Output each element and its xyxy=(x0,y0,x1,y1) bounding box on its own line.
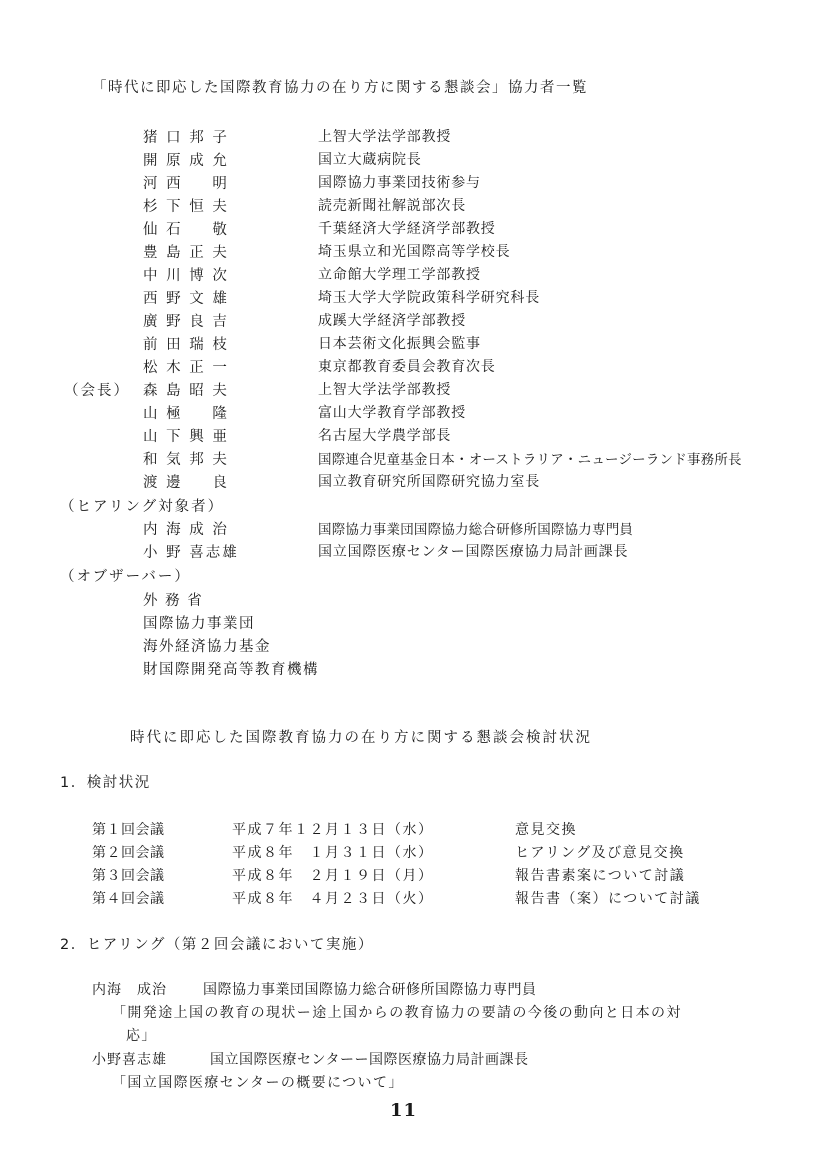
section2-heading: 2．ヒアリング（第２回会議において実施） xyxy=(60,937,374,953)
meeting-date: 平成７年１２月１３日（水） xyxy=(232,822,434,838)
meeting-name: 第４回会議 xyxy=(92,891,165,907)
chair-label: （会長） xyxy=(64,383,130,399)
observer-section-label: （オブザーバー） xyxy=(60,569,191,585)
member-name: 山 極 隆 xyxy=(143,406,229,422)
member-name: 開 原 成 允 xyxy=(143,153,229,169)
meeting-date: 平成８年 ２月１９日（月） xyxy=(232,868,434,884)
meeting-date: 平成８年 １月３１日（水） xyxy=(232,845,434,861)
meeting-date: 平成８年 ４月２３日（火） xyxy=(232,891,434,907)
hearing-person-affiliation: 国立国際医療センター国際医療協力局計画課長 xyxy=(318,544,629,560)
meeting-name: 第３回会議 xyxy=(92,868,165,884)
member-name: 杉 下 恒 夫 xyxy=(143,199,229,215)
hearing-person-affiliation: 国際協力事業団国際協力総合研修所国際協力専門員 xyxy=(318,522,634,538)
section1-heading: 1．検討状況 xyxy=(60,775,151,791)
member-name: 松 木 正 一 xyxy=(143,360,229,376)
member-affiliation: 成蹊大学経済学部教授 xyxy=(318,313,466,329)
observer-item: 海外経済協力基金 xyxy=(143,639,271,655)
hearing-affiliation: 国際協力事業団国際協力総合研修所国際協力専門員 xyxy=(203,982,537,998)
hearing-topic-line: 「国立国際医療センターの概要について」 xyxy=(112,1075,404,1091)
meeting-name: 第１回会議 xyxy=(92,822,165,838)
hearing-name: 小野喜志雄 xyxy=(92,1052,167,1068)
page-number: 11 xyxy=(390,1100,418,1121)
member-name: 渡 邊 良 xyxy=(143,475,229,491)
member-affiliation: 上智大学法学部教授 xyxy=(318,382,452,398)
member-name: 猪 口 邦 子 xyxy=(143,130,229,146)
hearing-section-label: （ヒアリング対象者） xyxy=(60,499,225,515)
observer-item: 財国際開発高等教育機構 xyxy=(143,662,319,678)
member-name: 河 西 明 xyxy=(143,176,229,192)
hearing-topic-line: 応」 xyxy=(126,1028,157,1044)
observer-item: 国際協力事業団 xyxy=(143,616,255,632)
status-title: 時代に即応した国際教育協力の在り方に関する懇談会検討状況 xyxy=(130,730,592,746)
member-affiliation: 国立教育研究所国際研究協力室長 xyxy=(318,474,540,490)
hearing-name: 内海 成治 xyxy=(92,982,167,998)
member-name: 豊 島 正 夫 xyxy=(143,245,229,261)
member-name: 山 下 興 亜 xyxy=(143,429,229,445)
meeting-topic: 報告書素案について討議 xyxy=(515,868,686,884)
hearing-topic-line: 「開発途上国の教育の現状ー途上国からの教育協力の要請の今後の動向と日本の対 xyxy=(112,1005,682,1021)
member-affiliation: 東京都教育委員会教育次長 xyxy=(318,359,496,375)
member-affiliation: 国際連合児童基金日本・オーストラリア・ニュージーランド事務所長 xyxy=(318,452,742,468)
member-affiliation: 埼玉大学大学院政策科学研究科長 xyxy=(318,290,540,306)
member-affiliation: 日本芸術文化振興会監事 xyxy=(318,336,481,352)
member-name: 前 田 瑞 枝 xyxy=(143,337,229,353)
member-name: 和 気 邦 夫 xyxy=(143,452,229,468)
meeting-name: 第２回会議 xyxy=(92,845,165,861)
member-affiliation: 立命館大学理工学部教授 xyxy=(318,267,481,283)
list-title: 「時代に即応した国際教育協力の在り方に関する懇談会」協力者一覧 xyxy=(92,80,588,96)
member-name: 森 島 昭 夫 xyxy=(143,383,229,399)
member-name: 西 野 文 雄 xyxy=(143,291,229,307)
member-affiliation: 上智大学法学部教授 xyxy=(318,129,452,145)
meeting-topic: 報告書（案）について討議 xyxy=(515,891,701,907)
member-affiliation: 国際協力事業団技術参与 xyxy=(318,175,481,191)
member-affiliation: 読売新聞社解説部次長 xyxy=(318,198,466,214)
meeting-topic: 意見交換 xyxy=(515,822,577,838)
observer-item: 外 務 省 xyxy=(143,593,204,609)
hearing-person-name: 内 海 成 治 xyxy=(143,522,229,538)
member-name: 中 川 博 次 xyxy=(143,268,229,284)
member-affiliation: 国立大蔵病院長 xyxy=(318,152,422,168)
hearing-affiliation: 国立国際医療センターー国際医療協力局計画課長 xyxy=(210,1052,529,1068)
member-name: 廣 野 良 吉 xyxy=(143,314,229,330)
meeting-topic: ヒアリング及び意見交換 xyxy=(515,845,685,861)
hearing-person-name: 小 野 喜志雄 xyxy=(143,545,239,561)
member-affiliation: 埼玉県立和光国際高等学校長 xyxy=(318,244,511,260)
member-name: 仙 石 敬 xyxy=(143,222,229,238)
member-affiliation: 千葉経済大学経済学部教授 xyxy=(318,221,496,237)
member-affiliation: 富山大学教育学部教授 xyxy=(318,405,466,421)
member-affiliation: 名古屋大学農学部長 xyxy=(318,428,452,444)
